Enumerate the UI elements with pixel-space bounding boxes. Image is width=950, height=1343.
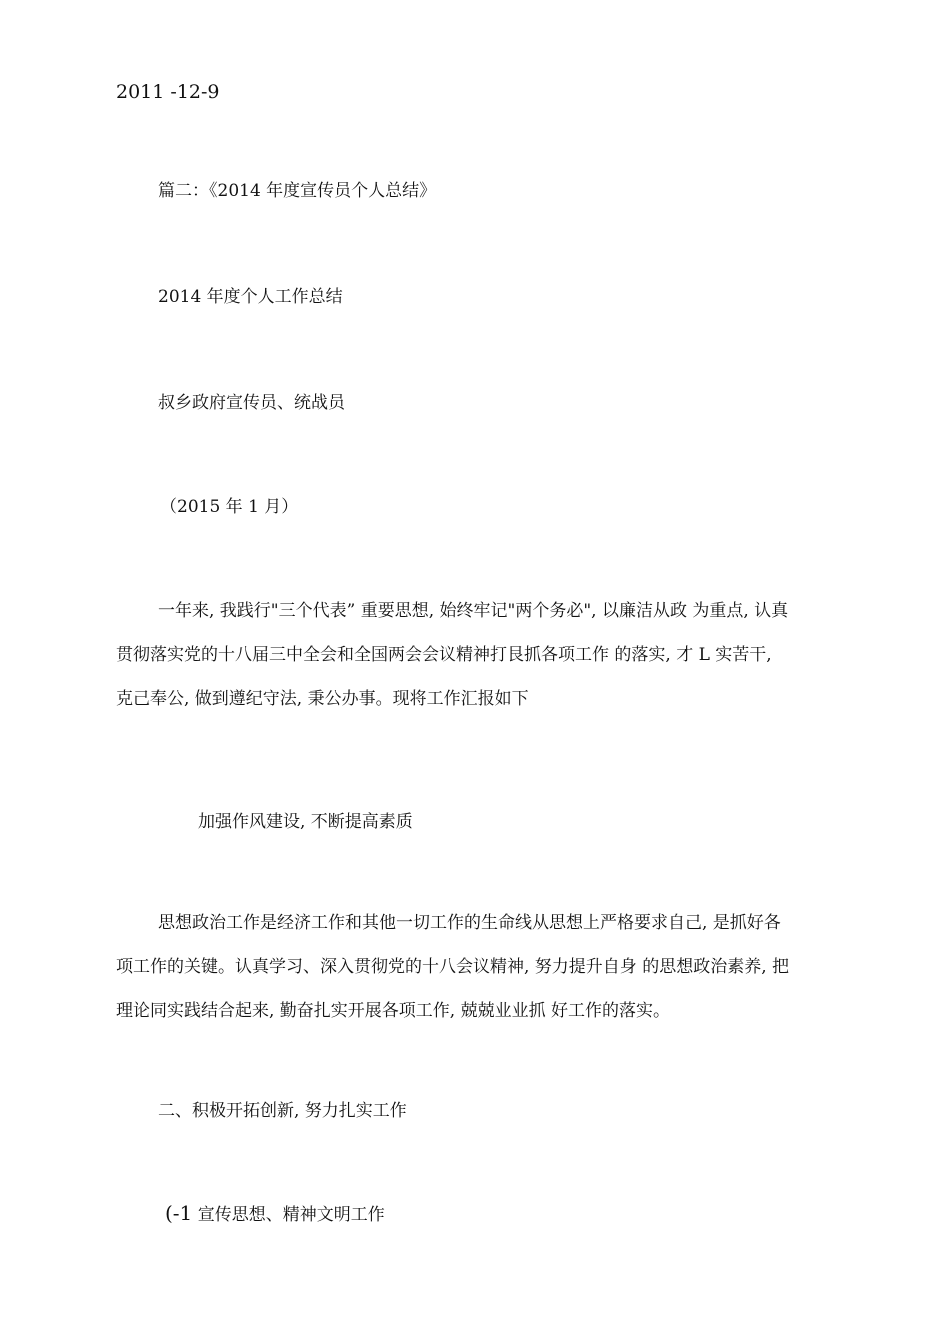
paragraph-line: 理论同实践结合起来, 勤奋扎实开展各项工作, 兢兢业业抓 好工作的落实。: [116, 1001, 671, 1021]
paragraph-line: 贯彻落实党的十八届三中全会和全国两会会议精神打艮抓各项工作 的落实, 才 L 实苦干,: [116, 645, 772, 665]
paragraph-line: 克己奉公, 做到遵纪守法, 秉公办事。现将工作汇报如下: [116, 689, 529, 709]
document-date: 2011 -12-9: [116, 81, 220, 103]
subsection-heading: [165, 1202, 385, 1226]
paragraph-line: 项工作的关键。认真学习、深入贯彻党的十八会议精神, 努力提升自身 的思想政治素养, 把: [116, 957, 790, 977]
article-title: 篇二：《2014 年度宣传员个人总结》: [158, 181, 437, 201]
paragraph-line: 思想政治工作是经济工作和其他一切工作的生命线从思想上严格要求自己, 是抓好各: [158, 913, 781, 933]
subsection-title: 宣传思想、精神文明工作: [197, 1205, 385, 1225]
intro-paragraph: [116, 600, 836, 732]
paragraph-line: 一年来, 我践行"三个代表” 重要思想, 始终牢记"两个务必", 以廉洁从政 为重点, 认真: [158, 601, 789, 621]
section-1-paragraph: [116, 912, 836, 1044]
section-heading-1: 加强作风建设, 不断提高素质: [198, 812, 413, 832]
author-line: 叔乡政府宣传员、统战员: [158, 393, 345, 413]
subsection-number: (-1: [165, 1201, 193, 1225]
section-heading-2: 二、积极开拓创新, 努力扎实工作: [158, 1101, 407, 1121]
summary-title: 2014 年度个人工作总结: [158, 287, 343, 307]
date-note: （2015 年 1 月）: [160, 497, 299, 517]
